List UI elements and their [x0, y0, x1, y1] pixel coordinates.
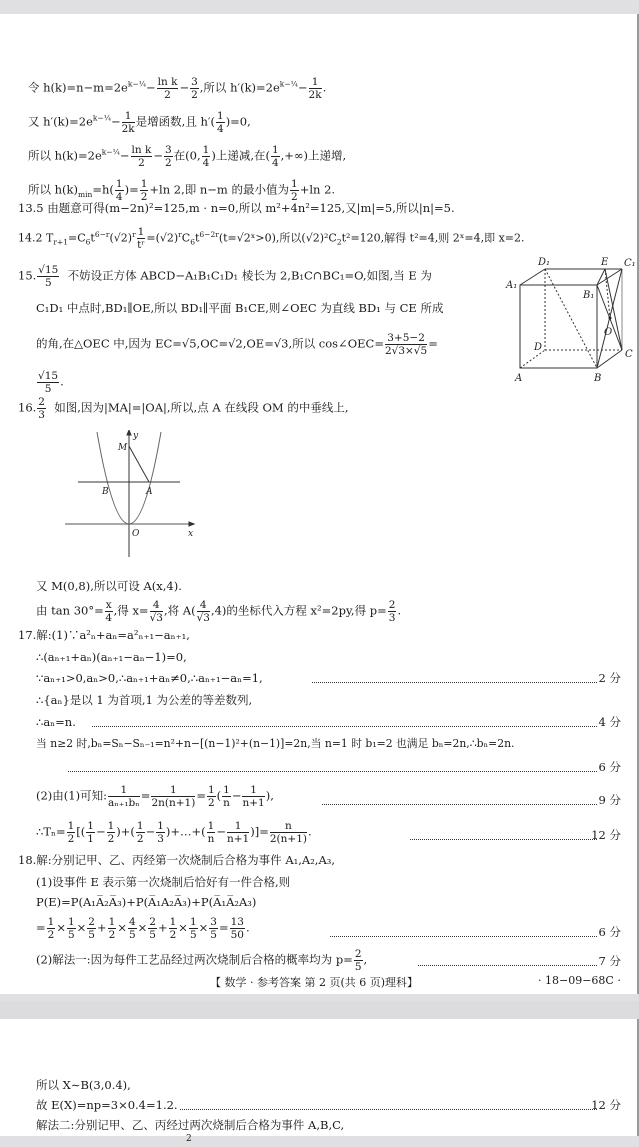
text-line [28, 76, 326, 101]
subscript: min [78, 189, 93, 199]
text: . [322, 80, 327, 95]
label-C1: C₁ [624, 258, 636, 269]
answer-16: 16. $\frac{2}{3}$ 如图,因为|MA|=|OA|,所以,点 A 在线段 OM 的中垂线上, [18, 396, 349, 421]
label-B1: B₁ [583, 290, 595, 301]
superscript: k−¼ [101, 147, 120, 157]
superscript: k−¼ [92, 113, 111, 123]
text: − [119, 148, 130, 163]
text: 是增函数,且 h′( [135, 114, 215, 129]
dot-leader [418, 965, 597, 966]
score-2: 2 分 [598, 671, 621, 685]
text-line: (2)解法一:因为每件工艺品经过两次烧制后合格的概率均为 p= $\frac{2}{5}$ , [36, 948, 368, 973]
text-line: 当 n≥2 时,bₙ=Sₙ−Sₙ₋₁=n²+n−[(n−1)²+(n−1)]=2n,当 n=1 时 b₁=2 也满足 bₙ=2n,∴bₙ=2n. [36, 737, 515, 750]
label-B: B [102, 487, 109, 497]
text: 令 h(k)=n−m=2e [28, 80, 128, 95]
text-line: ∴(aₙ₊₁+aₙ)(aₙ₊₁−aₙ−1)=0, [36, 650, 187, 664]
label-A: A [515, 373, 523, 384]
answer-17: 17.解:(1)∵a²ₙ+aₙ=a²ₙ₊₁−aₙ₊₁, [18, 628, 190, 642]
text-line: 解法二:分别记甲、乙、丙经过两次烧制后合格为事件 A,B,C, [36, 1118, 345, 1132]
superscript: k−¼ [279, 79, 298, 89]
dot-leader [330, 936, 597, 937]
score-6: 6 分 [598, 925, 621, 939]
score-6: 6 分 [598, 760, 621, 774]
text: 又 h′(k)=2e [28, 114, 93, 129]
page-footer: 【 数学 · 参考答案 第 2 页(共 6 页)理科】 [210, 976, 419, 989]
dot-leader [68, 771, 597, 772]
score-9: 9 分 [598, 793, 621, 807]
text-line: 由 tan 30°= $\frac{x}{4}$ ,得 x= $\frac{4}{√3}$ ,将 A( $\frac{4}{√3}$ ,4)的坐标代入方程 x²=2py,得 p= $\frac{2}{3}$ . [36, 599, 402, 624]
answer-14: 14.2 $T_{r+1}=C_6t^{6-r}(√2)^r$ $\frac{1}{\text{tʳ}}$ $=(√2)^rC_6t^{6-2r}(t=√2ˣ>0)$,所以$(√2)^2C_2t^2=120$,解得 t²=4,则 2ˣ=4,即 x=2. [18, 226, 525, 251]
partial-text: 2 [186, 1134, 192, 1144]
dot-leader [92, 726, 597, 727]
fraction: $\frac{1}{2}$ [291, 178, 298, 203]
fraction: $\frac{1}{2k}$ [308, 76, 322, 101]
dot-leader [312, 682, 597, 683]
cube-figure [500, 254, 636, 389]
parabola-figure [60, 430, 200, 560]
fraction: $\frac{3}{2}$ [164, 144, 172, 169]
text: − [153, 148, 163, 163]
viewer-top-bar [0, 0, 639, 14]
fraction: $\frac{1}{4}$ [271, 144, 279, 169]
point-O [609, 317, 612, 320]
text: )= [124, 182, 139, 197]
text: 13.5 由题意可得(m−2n)²=125,m · n=0,所以 m²+4n²=125,又|m|=5,所以|n|=5. [18, 201, 455, 215]
fraction: $\frac{1}{4}$ [115, 178, 123, 203]
text: − [297, 80, 308, 95]
document-page-2 [0, 14, 639, 994]
text-line: 又 M(0,8),所以可设 A(x,4). [36, 579, 182, 593]
score-12: 12 分 [591, 828, 621, 842]
text-line [28, 144, 346, 169]
label-M: M [118, 443, 128, 453]
text: +ln 2. [299, 182, 336, 197]
answer-15: 15. $\frac{√15}{5}$ 不妨设正方体 ABCD−A₁B₁C₁D₁ 棱长为 2,B₁C∩BC₁=O,如图,当 E 为 [18, 264, 432, 289]
label-E: E [601, 257, 609, 268]
text-line: ∴{aₙ}是以 1 为首项,1 为公差的等差数列, [36, 693, 253, 707]
text-line: ∴aₙ=n. [36, 715, 76, 729]
text: ,所以 h′(k)=2e [199, 80, 280, 95]
document-code: · 18−09−68C · [538, 974, 621, 987]
score-4: 4 分 [598, 715, 621, 729]
label-B: B [594, 373, 602, 384]
text-line: (1)设事件 E 表示第一次烧制后恰好有一件合格,则 [36, 875, 291, 889]
text-line [28, 110, 251, 135]
fraction: $\frac{\text{ln k}}{2}$ [131, 144, 152, 169]
text-line: ∵aₙ₊₁>0,aₙ>0,∴aₙ₊₁+aₙ≠0,∴aₙ₊₁−aₙ=1, [36, 671, 263, 685]
text: − [179, 80, 190, 95]
dot-leader [322, 804, 597, 805]
label-D: D [534, 342, 543, 353]
text: 所以 h(k) [28, 182, 79, 197]
text: − [110, 114, 121, 129]
fraction: $\frac{1}{2}$ [140, 178, 148, 203]
score-7: 7 分 [598, 954, 621, 968]
label-x-axis: x [188, 529, 194, 539]
text-line: $\frac{√15}{5}$ . [38, 370, 64, 395]
text-line: (2)由(1)可知: $\frac{1}{\text{aₙ₊₁bₙ}}$ = $\frac{1}{2n(n+1)}$ = $\frac{1}{2}$ ( $\frac{1}{n}$ − $\frac{1}{n+1}$ ), [36, 784, 274, 809]
text-line: C₁D₁ 中点时,BD₁∥OE,所以 BD₁∥平面 B₁CE,则∠OEC 为直线 BD₁ 与 CE 所成 [36, 301, 444, 315]
fraction: $\frac{1}{2k}$ [121, 110, 135, 135]
text: )上递减,在( [211, 148, 270, 163]
text: =h( [92, 182, 114, 197]
text: 所以 h(k)=2e [28, 148, 102, 163]
answer-13 [18, 200, 455, 216]
fraction: $\frac{1}{4}$ [202, 144, 210, 169]
fraction: $\frac{3}{2}$ [191, 76, 198, 101]
superscript: k−¼ [127, 79, 146, 89]
page-separator [0, 1001, 639, 1019]
label-y-axis: y [133, 431, 139, 441]
label-A1: A₁ [506, 280, 518, 291]
text-line: 的角,在△OEC 中,因为 EC=√5,OC=√2,OE=√3,所以 cos∠OEC= $\frac{3+5-2}{2√3\times√5}$ = [36, 332, 438, 357]
score-12: 12 分 [591, 1098, 621, 1112]
dot-leader [180, 1109, 597, 1110]
text-line: 所以 X∼B(3,0.4), [36, 1078, 131, 1092]
fraction: $\frac{\text{ln k}}{2}$ [157, 76, 178, 101]
answer-18: 18.解:分别记甲、乙、丙经第一次烧制后合格为事件 A₁,A₂,A₃, [18, 853, 336, 867]
label-origin: O [132, 529, 140, 539]
label-D1: D₁ [538, 257, 551, 268]
text: )=0, [225, 114, 251, 129]
label-C: C [625, 349, 633, 360]
text-line: ∴Tₙ= $\frac{1}{2}$ [( $\frac{1}{1}$ − $\frac{1}{2}$ )+( $\frac{1}{2}$ − $\frac{1}{3}$ )+…+( $\frac{1}{n}$ − $\frac{1}{n+1}$ )]= $\frac{n}{2(n+1)}$ . [36, 820, 312, 845]
text-line: = $\frac{1}{2}$ × $\frac{1}{5}$ × $\frac{2}{5}$ + $\frac{1}{2}$ × $\frac{4}{5}$ × $\frac{2}{5}$ + $\frac{1}{2}$ × $\frac{1}{5}$ × $\frac{3}{5}$ = $\frac{13}{50}$ . [36, 916, 250, 941]
text-line: P(E)=P(A₁A̅₂A̅₃)+P(A̅₁A₂A̅₃)+P(A̅₁A̅₂A₃) [36, 895, 257, 909]
text-line: 故 E(X)=np=3×0.4=1.2. [36, 1098, 178, 1112]
dot-leader [410, 839, 597, 840]
text: +ln 2,即 n−m 的最小值为 [149, 182, 289, 197]
document-page-3 [0, 1019, 639, 1144]
text: 在(0, [173, 148, 201, 163]
label-O: O [604, 327, 613, 338]
label-A: A [146, 487, 153, 497]
text: ,+∞)上递增, [280, 148, 347, 163]
text: − [145, 80, 156, 95]
fraction: $\frac{1}{4}$ [217, 110, 224, 135]
